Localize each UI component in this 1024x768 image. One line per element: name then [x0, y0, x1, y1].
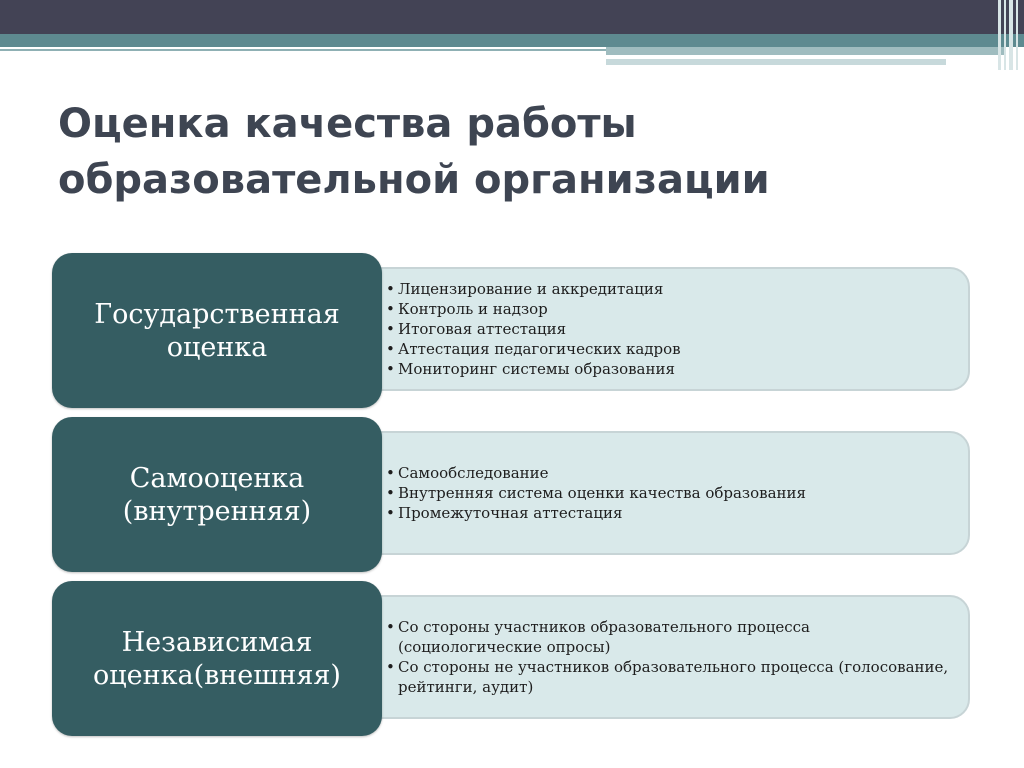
category-label	[123, 462, 311, 528]
list-item: • Контроль и надзор	[386, 299, 681, 319]
category-label-line: Государственная	[94, 298, 340, 330]
detail-panel	[350, 267, 970, 391]
header-line	[0, 49, 606, 51]
header-bar	[0, 0, 1024, 34]
category-box	[52, 417, 382, 572]
header-stripe	[0, 34, 1024, 47]
list-item: • Мониторинг системы образования	[386, 359, 681, 379]
row-self-assessment	[52, 417, 974, 572]
list-item: • Со стороны не участников образовательного процесса (голосование, рейтинги, аудит)	[386, 657, 956, 697]
category-label-line: Самооценка	[129, 462, 305, 494]
category-label-line: оценка(внешняя)	[93, 659, 341, 691]
list-item: • Итоговая аттестация	[386, 319, 681, 339]
slide-title	[58, 96, 958, 208]
header-stripe-accent	[606, 47, 1006, 55]
slide-title-line-1: Оценка качества работы	[58, 101, 637, 147]
detail-list	[386, 279, 681, 379]
category-box	[52, 253, 382, 408]
category-label	[93, 626, 341, 692]
list-item: • Аттестация педагогических кадров	[386, 339, 681, 359]
list-item: • Внутренняя система оценки качества образования	[386, 483, 806, 503]
category-label-line: оценка	[166, 331, 268, 363]
detail-panel	[350, 595, 970, 719]
list-item: • Лицензирование и аккредитация	[386, 279, 681, 299]
row-state-assessment	[52, 253, 974, 408]
row-independent-assessment	[52, 581, 974, 736]
list-item: • Самообследование	[386, 463, 806, 483]
detail-list	[386, 617, 956, 697]
list-item: • Промежуточная аттестация	[386, 503, 806, 523]
header-vertical-lines	[994, 0, 1024, 70]
category-label-line: Независимая	[121, 626, 313, 658]
header-stripe-light	[606, 59, 946, 65]
category-box	[52, 581, 382, 736]
category-label	[94, 298, 340, 364]
list-item: • Со стороны участников образовательного процесса (социологические опросы)	[386, 617, 956, 657]
slide-title-line-2: образовательной организации	[58, 157, 770, 203]
category-label-line: (внутренняя)	[122, 495, 312, 527]
detail-list	[386, 463, 806, 523]
detail-panel	[350, 431, 970, 555]
